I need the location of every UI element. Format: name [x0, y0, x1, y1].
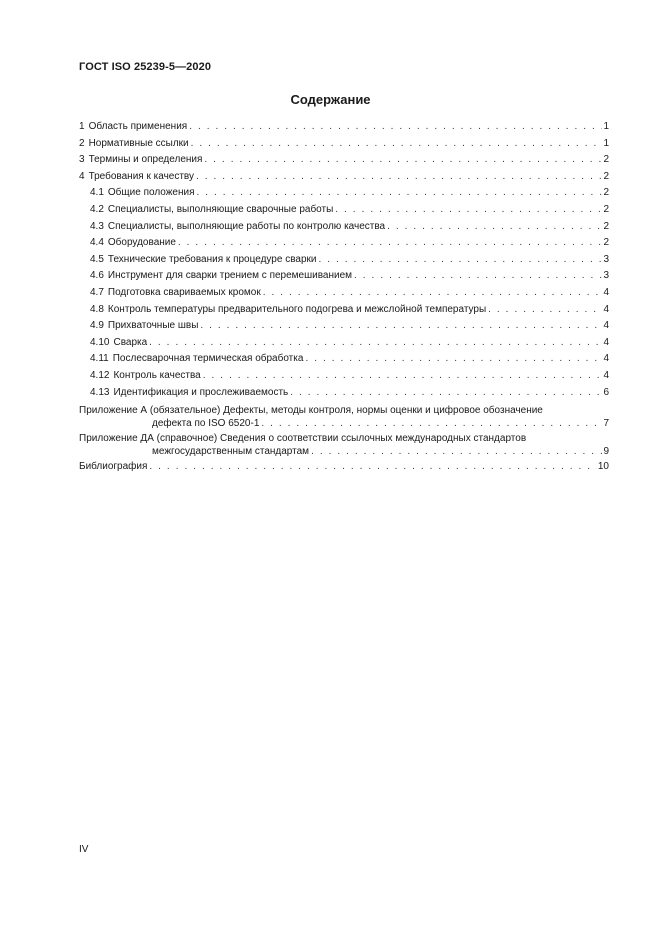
- toc-entry-number: 4.4: [90, 237, 104, 249]
- toc-annex-a-continuation: дефекта по ISO 6520-1: [152, 418, 260, 430]
- toc-entry-text: Прихваточные швы: [107, 320, 199, 332]
- toc-entry-page: 4: [603, 336, 609, 348]
- dot-leader: [305, 352, 602, 365]
- dot-leader: [335, 203, 602, 216]
- toc-entry-page: 2: [603, 220, 609, 232]
- toc-entry-number: 1: [79, 121, 85, 132]
- dot-leader: [387, 220, 602, 233]
- toc-annex-a[interactable]: [79, 404, 609, 430]
- dot-leader: [189, 120, 602, 133]
- toc-entry-4[interactable]: [79, 170, 609, 187]
- toc-entry-text: Термины и определения: [88, 154, 203, 166]
- toc-entry-4-11[interactable]: [79, 352, 609, 369]
- toc-entry-text: Область применения: [88, 121, 188, 132]
- toc-entry-number: 4.3: [90, 220, 104, 232]
- toc-entry-text: Инструмент для сварки трением с перемешиванием: [107, 270, 353, 282]
- dot-leader: [200, 319, 602, 332]
- toc-entry-number: 3: [79, 154, 85, 166]
- toc-entry-page: 2: [603, 203, 609, 215]
- toc-entry-3[interactable]: [79, 153, 609, 170]
- toc-entry-number: 4.10: [90, 336, 110, 348]
- toc-entry-text: Требования к качеству: [88, 170, 195, 182]
- toc-entry-text: Нормативные ссылки: [88, 137, 189, 149]
- dot-leader: [149, 460, 596, 473]
- dot-leader: [197, 186, 603, 199]
- toc-entry-text: Контроль качества: [113, 369, 201, 381]
- toc-entry-number: 4.13: [90, 386, 110, 398]
- dot-leader: [204, 153, 602, 166]
- toc-entry-number: 4.7: [90, 286, 104, 298]
- toc-entry-number: 4.6: [90, 270, 104, 282]
- toc-title: Содержание: [290, 92, 371, 107]
- toc-entry-page: 4: [603, 353, 609, 365]
- toc-entry-page: 3: [603, 270, 609, 282]
- page-number: IV: [79, 844, 89, 855]
- document-code: ГОСТ ISO 25239-5—2020: [79, 61, 212, 73]
- dot-leader: [311, 445, 602, 458]
- toc-entry-page: 3: [603, 253, 609, 265]
- toc-entry-number: 4.12: [90, 369, 110, 381]
- toc-entry-page: 2: [603, 187, 609, 199]
- table-of-contents: [79, 120, 609, 477]
- toc-entry-4-8[interactable]: [79, 303, 609, 320]
- toc-entry-number: 4.2: [90, 203, 104, 215]
- toc-entry-text: Технические требования к процедуре сварки: [107, 253, 317, 265]
- toc-entry-bibliography[interactable]: [79, 460, 609, 477]
- dot-leader: [318, 253, 602, 266]
- toc-annex-da-title: Приложение ДА (справочное) Сведения о соответствии ссылочных международных стандартов: [79, 433, 527, 445]
- toc-entry-4-3[interactable]: [79, 220, 609, 237]
- toc-entry-page: 2: [603, 237, 609, 249]
- toc-entry-4-12[interactable]: [79, 369, 609, 386]
- toc-entry-page: 7: [603, 418, 609, 430]
- dot-leader: [191, 137, 603, 150]
- toc-entry-4-9[interactable]: [79, 319, 609, 336]
- toc-entry-page: 2: [603, 170, 609, 182]
- toc-entry-4-5[interactable]: [79, 253, 609, 270]
- toc-annex-da[interactable]: [79, 432, 609, 458]
- toc-entry-page: 4: [603, 303, 609, 315]
- dot-leader: [196, 170, 602, 183]
- toc-entry-text: Специалисты, выполняющие работы по контролю качества: [107, 220, 386, 232]
- toc-entry-number: 4.8: [90, 303, 104, 315]
- toc-entry-2[interactable]: [79, 137, 609, 154]
- dot-leader: [203, 369, 603, 382]
- toc-entry-page: 2: [603, 154, 609, 166]
- toc-entry-4-13[interactable]: [79, 386, 609, 403]
- toc-entry-text: Сварка: [113, 336, 148, 348]
- toc-entry-4-10[interactable]: [79, 336, 609, 353]
- toc-entry-4-7[interactable]: [79, 286, 609, 303]
- toc-entry-number: 4: [79, 170, 85, 182]
- toc-entry-text: Библиография: [79, 461, 148, 473]
- toc-annex-a-title: Приложение А (обязательное) Дефекты, методы контроля, нормы оценки и цифровое обозначение: [79, 405, 543, 417]
- toc-entry-page: 4: [603, 320, 609, 332]
- toc-entry-4-4[interactable]: [79, 236, 609, 253]
- dot-leader: [354, 269, 602, 282]
- dot-leader: [290, 386, 602, 399]
- dot-leader: [149, 336, 602, 349]
- toc-entry-page: 9: [603, 446, 609, 458]
- toc-entry-1[interactable]: [79, 120, 609, 137]
- toc-entry-text: Оборудование: [107, 237, 176, 249]
- dot-leader: [488, 303, 602, 316]
- toc-entry-text: Послесварочная термическая обработка: [112, 353, 304, 365]
- dot-leader: [263, 286, 603, 299]
- toc-entry-text: Идентификация и прослеживаемость: [113, 386, 289, 398]
- toc-entry-number: 4.1: [90, 187, 104, 199]
- toc-entry-page: 10: [597, 461, 609, 473]
- toc-entry-page: 4: [603, 369, 609, 381]
- toc-entry-page: 1: [603, 121, 609, 132]
- toc-entry-text: Контроль температуры предварительного подогрева и межслойной температуры: [107, 303, 487, 315]
- toc-entry-page: 1: [603, 137, 609, 149]
- toc-entry-page: 6: [603, 386, 609, 398]
- dot-leader: [261, 417, 602, 430]
- toc-entry-text: Специалисты, выполняющие сварочные работы: [107, 203, 334, 215]
- toc-entry-4-1[interactable]: [79, 186, 609, 203]
- toc-entry-4-2[interactable]: [79, 203, 609, 220]
- toc-entry-text: Общие положения: [107, 187, 195, 199]
- toc-annex-da-continuation: межгосударственным стандартам: [152, 446, 310, 458]
- dot-leader: [178, 236, 603, 249]
- toc-entry-number: 2: [79, 137, 85, 149]
- toc-entry-number: 4.5: [90, 253, 104, 265]
- toc-entry-number: 4.9: [90, 320, 104, 332]
- toc-entry-number: 4.11: [90, 353, 109, 365]
- toc-entry-4-6[interactable]: [79, 269, 609, 286]
- toc-entry-page: 4: [603, 286, 609, 298]
- toc-entry-text: Подготовка свариваемых кромок: [107, 286, 261, 298]
